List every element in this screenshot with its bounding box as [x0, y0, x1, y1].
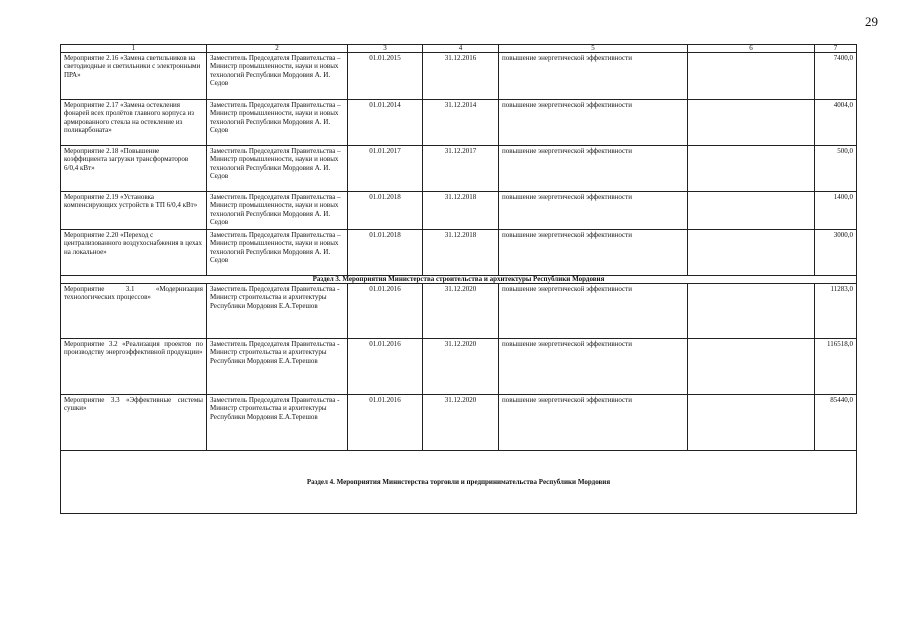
result-cell: повышение энергетической эффективности: [499, 100, 688, 146]
amount-cell: 7400,0: [815, 53, 857, 100]
responsible-cell: Заместитель Председателя Правительства – Министр промышленности, науки и новых технологий Республики Мордовия А. И. Седов: [207, 230, 348, 276]
responsible-cell: Заместитель Председателя Правительства – Министр промышленности, науки и новых технологий Республики Мордовия А. И. Седов: [207, 146, 348, 192]
event-cell: Мероприятие 3.2 «Реализация проектов по производству энергоэффективной продукции»: [61, 339, 207, 395]
event-cell: Мероприятие 2.18 «Повышение коэффициента загрузки трансформаторов 6/0,4 кВт»: [61, 146, 207, 192]
column-number: 1: [61, 45, 207, 53]
responsible-cell: Заместитель Председателя Правительства – Министр промышленности, науки и новых технологий Республики Мордовия А. И. Седов: [207, 100, 348, 146]
column-number-row: [61, 45, 857, 53]
result-cell: повышение энергетической эффективности: [499, 53, 688, 100]
responsible-cell: Заместитель Председателя Правительства - Министр строительства и архитектуры Республики Мордовия Е.А.Терешов: [207, 395, 348, 451]
page-number: 29: [865, 14, 878, 29]
section-header-row: [61, 451, 857, 514]
column-number: 4: [423, 45, 499, 53]
result-cell: повышение энергетической эффективности: [499, 395, 688, 451]
event-cell: Мероприятие 2.16 «Замена светильников на светодиодные и светильники с электронными ПРА»: [61, 53, 207, 100]
result-cell: повышение энергетической эффективности: [499, 284, 688, 339]
empty-cell: [688, 146, 815, 192]
section-4-title: Раздел 4. Мероприятия Министерства торговли и предпринимательства Республики Мордовия: [61, 451, 857, 514]
empty-cell: [688, 230, 815, 276]
table-row: [61, 53, 857, 100]
responsible-cell: Заместитель Председателя Правительства – Министр промышленности, науки и новых технологий Республики Мордовия А. И. Седов: [207, 53, 348, 100]
event-cell: Мероприятие 2.17 «Замена остекления фонарей всех пролётов главного корпуса из армированного стекла на остекление из поликарбоната»: [61, 100, 207, 146]
column-number: 5: [499, 45, 688, 53]
amount-cell: 500,0: [815, 146, 857, 192]
empty-cell: [688, 339, 815, 395]
column-number: 2: [207, 45, 348, 53]
table-row: [61, 192, 857, 230]
amount-cell: 116518,0: [815, 339, 857, 395]
end-date-cell: 31.12.2018: [423, 192, 499, 230]
result-cell: повышение энергетической эффективности: [499, 230, 688, 276]
empty-cell: [688, 284, 815, 339]
column-number: 7: [815, 45, 857, 53]
activities-table: [60, 44, 857, 514]
event-cell: Мероприятие 3.1 «Модернизация технологических процессов»: [61, 284, 207, 339]
amount-cell: 4004,0: [815, 100, 857, 146]
start-date-cell: 01.01.2014: [348, 100, 423, 146]
event-cell: Мероприятие 2.20 «Переход с централизованного воздухоснабжения в цехах на локальное»: [61, 230, 207, 276]
start-date-cell: 01.01.2018: [348, 192, 423, 230]
end-date-cell: 31.12.2020: [423, 339, 499, 395]
table-row: [61, 284, 857, 339]
start-date-cell: 01.01.2017: [348, 146, 423, 192]
end-date-cell: 31.12.2018: [423, 230, 499, 276]
responsible-cell: Заместитель Председателя Правительства - Министр строительства и архитектуры Республики Мордовия Е.А.Терешов: [207, 339, 348, 395]
table-row: [61, 230, 857, 276]
result-cell: повышение энергетической эффективности: [499, 192, 688, 230]
result-cell: повышение энергетической эффективности: [499, 146, 688, 192]
empty-cell: [688, 100, 815, 146]
start-date-cell: 01.01.2018: [348, 230, 423, 276]
table-row: [61, 395, 857, 451]
event-cell: Мероприятие 2.19 «Установка компенсирующих устройств в ТП 6/0,4 кВт»: [61, 192, 207, 230]
empty-cell: [688, 395, 815, 451]
empty-cell: [688, 192, 815, 230]
section-3-title: Раздел 3. Мероприятия Министерства строительства и архитектуры Республики Мордовия: [61, 276, 857, 284]
start-date-cell: 01.01.2016: [348, 395, 423, 451]
end-date-cell: 31.12.2020: [423, 284, 499, 339]
column-number: 3: [348, 45, 423, 53]
empty-cell: [688, 53, 815, 100]
end-date-cell: 31.12.2016: [423, 53, 499, 100]
table-row: [61, 100, 857, 146]
amount-cell: 3000,0: [815, 230, 857, 276]
table-row: [61, 146, 857, 192]
column-number: 6: [688, 45, 815, 53]
responsible-cell: Заместитель Председателя Правительства - Министр строительства и архитектуры Республики Мордовия Е.А.Терешов: [207, 284, 348, 339]
end-date-cell: 31.12.2014: [423, 100, 499, 146]
amount-cell: 1400,0: [815, 192, 857, 230]
start-date-cell: 01.01.2015: [348, 53, 423, 100]
event-cell: Мероприятие 3.3 «Эффективные системы сушки»: [61, 395, 207, 451]
amount-cell: 11283,0: [815, 284, 857, 339]
start-date-cell: 01.01.2016: [348, 284, 423, 339]
end-date-cell: 31.12.2017: [423, 146, 499, 192]
result-cell: повышение энергетической эффективности: [499, 339, 688, 395]
table-row: [61, 339, 857, 395]
amount-cell: 85440,0: [815, 395, 857, 451]
section-header-row: [61, 276, 857, 284]
end-date-cell: 31.12.2020: [423, 395, 499, 451]
start-date-cell: 01.01.2016: [348, 339, 423, 395]
responsible-cell: Заместитель Председателя Правительства – Министр промышленности, науки и новых технологий Республики Мордовия А. И. Седов: [207, 192, 348, 230]
